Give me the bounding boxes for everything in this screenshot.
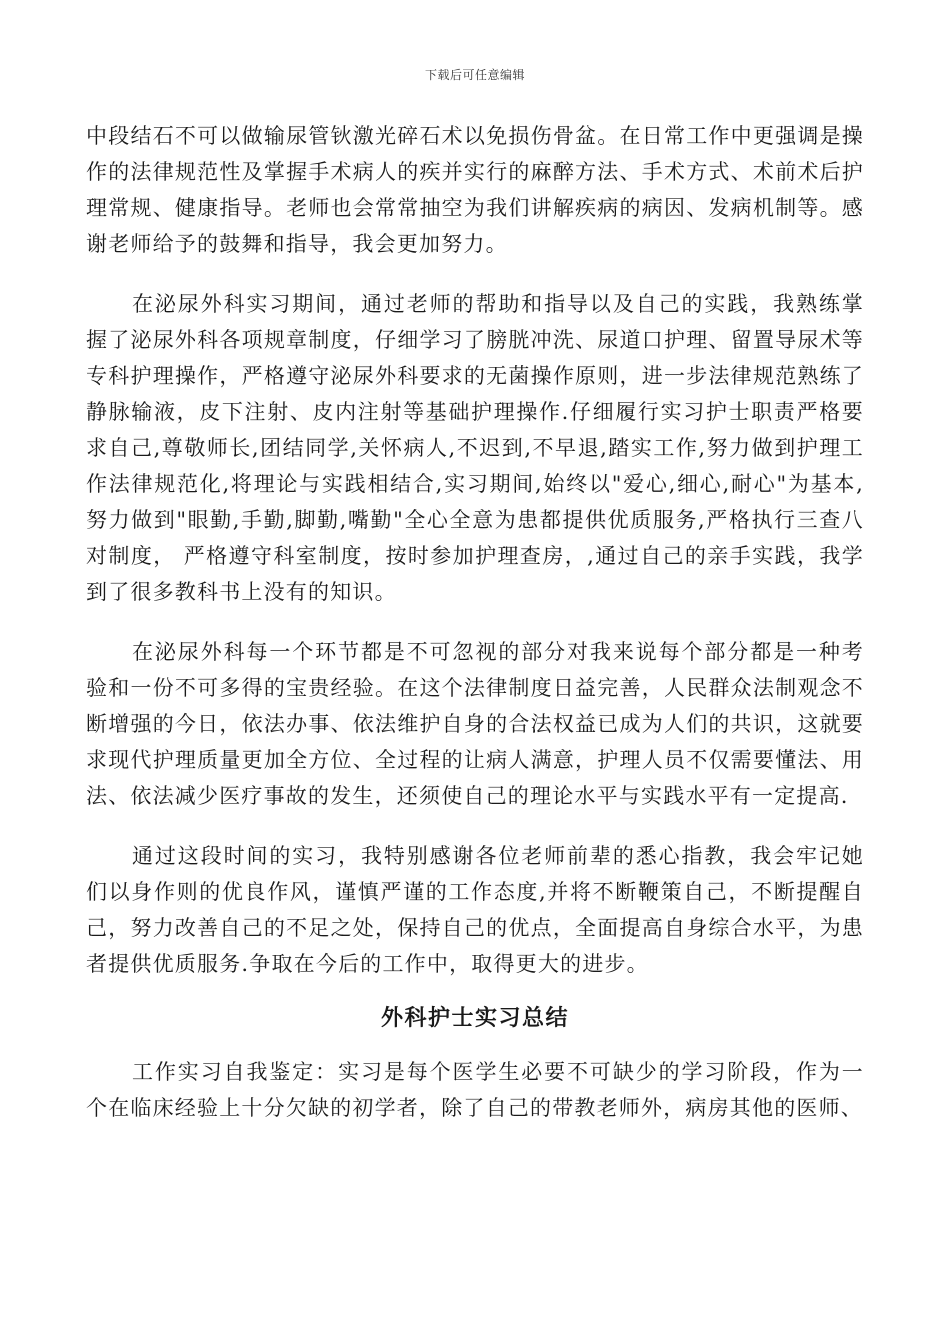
paragraph-self-assessment: 工作实习自我鉴定：实习是每个医学生必要不可缺少的学习阶段，作为一个在临床经验上十分欠缺的初学者，除了自己的带教老师外，病房其他的医师、 xyxy=(86,1060,864,1120)
paragraph-urology-internship: 在泌尿外科实习期间，通过老师的帮助和指导以及自己的实践，我熟练掌握了泌尿外科各项规章制度，仔细学习了膀胱冲洗、尿道口护理、留置导尿术等专科护理操作，严格遵守泌尿外科要求的无菌操作原则，进一步法律规范熟练了静脉输液，皮下注射、皮内注射等基础护理操作.仔细履行实习护士职责严格要求自己,尊敬师长,团结同学,关怀病人,不迟到,不早退,踏实工作,努力做到护理工作法律规范化,将理论与实践相结合,实习期间,始终以"爱心,细心,耐心"为基本,努力做到"眼勤,手勤,脚勤,嘴勤"全心全意为患都提供优质服务,严格执行三查八对制度， 严格遵守科室制度，按时参加护理查房，,通过自己的亲手实践，我学到了很多教科书上没有的知识。 xyxy=(86,292,864,604)
paragraph-gratitude: 通过这段时间的实习，我特别感谢各位老师前辈的悉心指教，我会牢记她们以身作则的优良作风，谨慎严谨的工作态度,并将不断鞭策自己，不断提醒自己，努力改善自己的不足之处，保持自己的优点，全面提高自身综合水平，为患者提供优质服务.争取在今后的工作中，取得更大的进步。 xyxy=(86,844,864,976)
section-title: 外科护士实习总结 xyxy=(380,1005,569,1031)
paragraph-legal-awareness: 在泌尿外科每一个环节都是不可忽视的部分对我来说每个部分都是一种考验和一份不可多得的宝贵经验。在这个法律制度日益完善，人民群众法制观念不断增强的今日，依法办事、依法维护自身的合法权益已成为人们的共识，这就要求现代护理质量更加全方位、全过程的让病人满意，护理人员不仅需要懂法、用法、依法减少医疗事故的发生，还须使自己的理论水平与实践水平有一定提高. xyxy=(86,640,864,808)
paragraph-continuation: 中段结石不可以做输尿管钬激光碎石术以免损伤骨盆。在日常工作中更强调是操作的法律规范性及掌握手术病人的疾并实行的麻醉方法、手术方式、术前术后护理常规、健康指导。老师也会常常抽空为我们讲解疾病的病因、发病机制等。感谢老师给予的鼓舞和指导，我会更加努力。 xyxy=(86,124,864,256)
header-note: 下载后可任意编辑 xyxy=(424,68,525,82)
document-body xyxy=(86,118,864,1126)
